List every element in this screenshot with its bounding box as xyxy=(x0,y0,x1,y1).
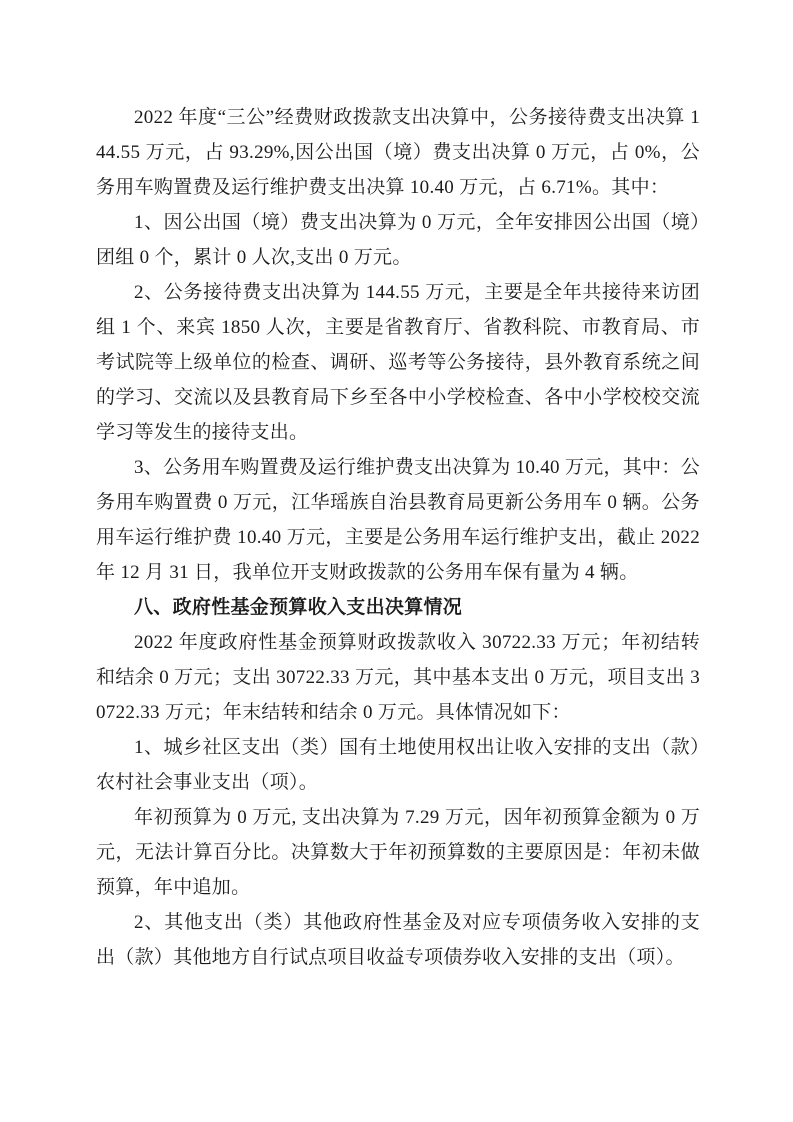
paragraph-abroad-expense: 1、因公出国（境）费支出决算为 0 万元，全年安排因公出国（境）团组 0 个，累计 0 人次,支出 0 万元。 xyxy=(96,212,700,268)
paragraph-reception-expense: 2、公务接待费支出决算为 144.55 万元，主要是全年共接待来访团组 1 个、来宾 1850 人次，主要是省教育厅、省教科院、市教育局、市考试院等上级单位的检查、调研、巡考等公务接待，县外教育系统之间的学习、交流以及县教育局下乡至各中小学校检查、各中小学校校交流学习等发生的接待支出。 xyxy=(96,282,700,443)
paragraph-initial-budget-detail: 年初预算为 0 万元, 支出决算为 7.29 万元，因年初预算金额为 0 万元，无法计算百分比。决算数大于年初预算数的主要原因是：年初未做预算，年中追加。 xyxy=(96,807,700,898)
paragraph-vehicle-expense: 3、公务用车购置费及运行维护费支出决算为 10.40 万元，其中：公务用车购置费 0 万元，江华瑶族自治县教育局更新公务用车 0 辆。公务用车运行维护费 10.40 万元，主要是公务用车运行维护支出，截止 2022 年 12 月 31 日，我单位开支财政拨款的公务用车保有量为 4 辆。 xyxy=(96,457,700,583)
paragraph-urban-rural-community: 1、城乡社区支出（类）国有土地使用权出让收入安排的支出（款）农村社会事业支出（项）。 xyxy=(96,737,700,793)
paragraph-sangong-summary: 2022 年度“三公”经费财政拨款支出决算中，公务接待费支出决算 144.55 万元，占 93.29%,因公出国（境）费支出决算 0 万元，占 0%，公务用车购置费及运行维护费支出决算 10.40 万元，占 6.71%。其中： xyxy=(96,107,700,198)
paragraph-other-expense: 2、其他支出（类）其他政府性基金及对应专项债务收入安排的支出（款）其他地方自行试点项目收益专项债券收入安排的支出（项）。 xyxy=(96,912,700,968)
section-heading-government-fund: 八、政府性基金预算收入支出决算情况 xyxy=(134,597,463,618)
paragraph-fund-budget-summary: 2022 年度政府性基金预算财政拨款收入 30722.33 万元；年初结转和结余 0 万元；支出 30722.33 万元，其中基本支出 0 万元，项目支出 30722.33 万元；年末结转和结余 0 万元。具体情况如下： xyxy=(96,632,700,723)
document-body xyxy=(96,100,700,975)
